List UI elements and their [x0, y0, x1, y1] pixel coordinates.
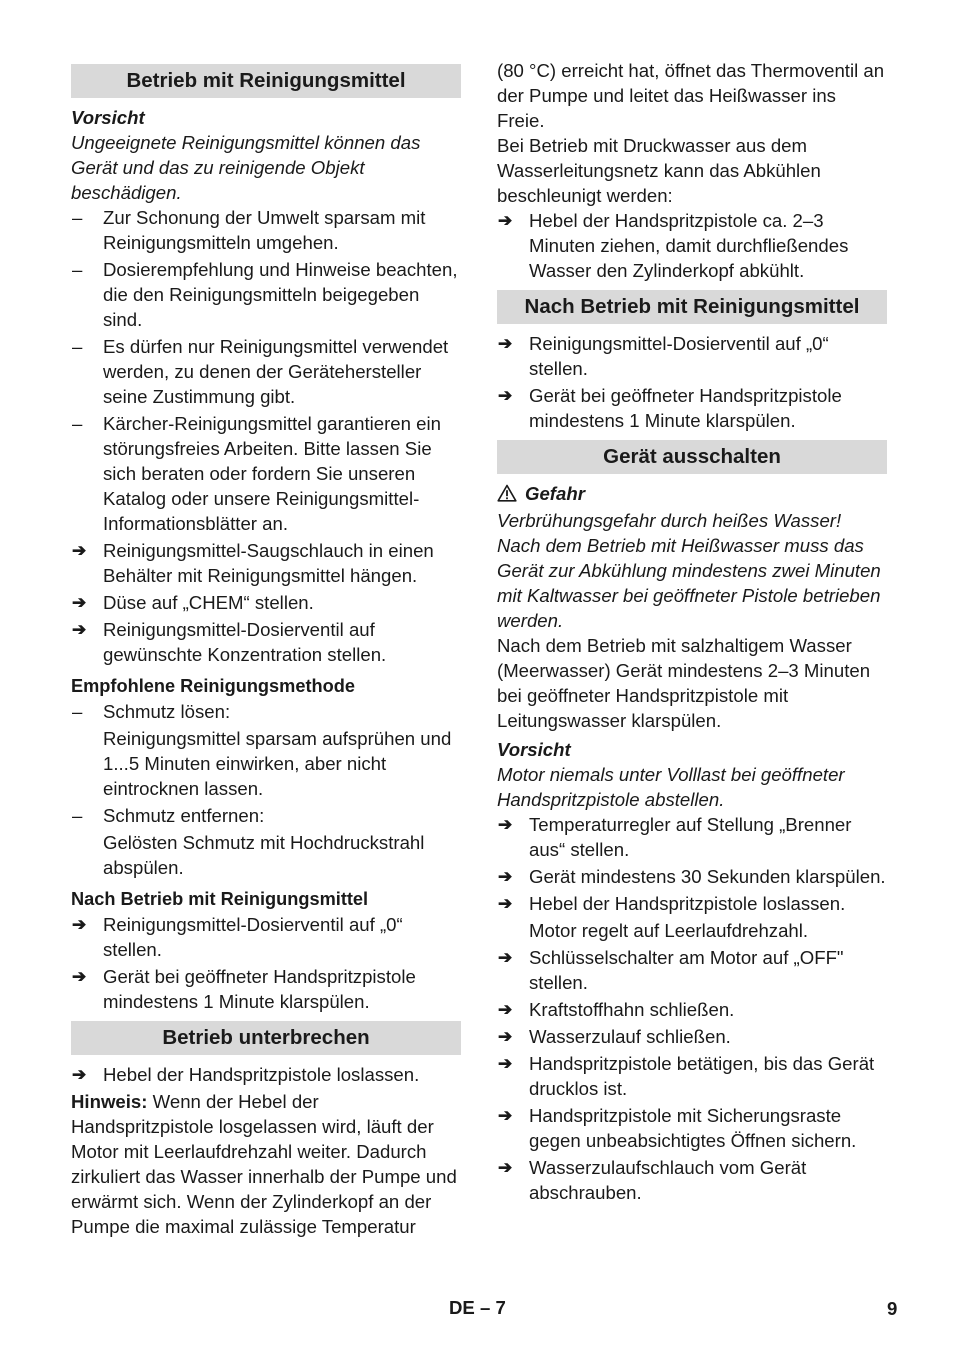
danger-text: Verbrühungsgefahr durch heißes Wasser! Nach dem Betrieb mit Heißwasser muss das Gerät zur Abkühlung mindestens zwei Minuten mit Kaltwasser bei geöffneter Pistole betrieben werden.	[497, 510, 881, 631]
subheading-method: Empfohlene Reinigungsmethode	[71, 676, 355, 696]
step-note: Motor regelt auf Leerlaufdrehzahl.	[529, 920, 809, 941]
method-detail: Reinigungsmittel sparsam aufsprühen und 1...5 Minuten einwirken, aber nicht eintrocknen lassen.	[103, 728, 452, 799]
subheading-after-cleaning: Nach Betrieb mit Reinigungsmittel	[71, 889, 369, 909]
step-item: ➔ Hebel der Handspritzpistole loslassen.	[498, 893, 846, 914]
caution-text: Ungeeignete Reinigungsmittel können das Gerät und das zu reinigende Objekt beschädigen.	[71, 132, 421, 203]
list-item: – Dosierempfehlung und Hinweise beachten, die den Reinigungsmitteln beigegeben sind.	[72, 259, 458, 330]
step-item: ➔ Kraftstoffhahn schließen.	[498, 999, 735, 1020]
list-item: – Zur Schonung der Umwelt sparsam mit Reinigungsmitteln umgehen.	[72, 207, 426, 253]
dash-bullet: –	[72, 805, 83, 826]
list-item: – Es dürfen nur Reinigungsmittel verwendet werden, zu denen der Gerätehersteller seine Zustimmung gibt.	[72, 336, 449, 407]
section-heading-after-cleaning: Nach Betrieb mit Reinigungsmittel	[497, 290, 887, 324]
note-paragraph: Hinweis: Wenn der Hebel der Handspritzpistole losgelassen wird, läuft der Motor mit Leerlaufdrehzahl weiter. Dadurch zirkuliert das Wasser innerhalb der Pumpe und erwärmt sich. Wenn der Zylinderkopf an der Pumpe die maximal zulässige Temperatur	[71, 1091, 457, 1237]
step-item: ➔ Gerät mindestens 30 Sekunden klarspülen.	[498, 866, 886, 887]
danger-label-row	[497, 481, 887, 508]
saltwater-paragraph: Nach dem Betrieb mit salzhaltigem Wasser (Meerwasser) Gerät mindestens 2–3 Minuten bei geöffneter Handspritzpistole mit Leitungswasser klarspülen.	[497, 635, 871, 731]
right-arrow-icon: ➔	[498, 211, 513, 230]
dash-bullet: –	[72, 336, 83, 357]
left-column	[71, 58, 461, 1239]
right-arrow-icon: ➔	[498, 894, 513, 913]
method-detail: Gelösten Schmutz mit Hochdruckstrahl abspülen.	[103, 832, 425, 878]
right-arrow-icon: ➔	[498, 1027, 513, 1046]
step-item: ➔ Gerät bei geöffneter Handspritzpistole mindestens 1 Minute klarspülen.	[72, 966, 416, 1012]
right-arrow-icon: ➔	[498, 1106, 513, 1125]
right-arrow-icon: ➔	[72, 541, 87, 560]
right-arrow-icon: ➔	[498, 948, 513, 967]
section-heading-interrupt: Betrieb unterbrechen	[71, 1021, 461, 1055]
right-arrow-icon: ➔	[498, 867, 513, 886]
caution-label: Vorsicht	[497, 739, 571, 760]
footer-section-label: DE – 7	[449, 1297, 506, 1318]
step-item: ➔ Reinigungsmittel-Dosierventil auf „0“ stellen.	[72, 914, 403, 960]
step-item: ➔ Reinigungsmittel-Dosierventil auf gewünschte Konzentration stellen.	[72, 619, 387, 665]
right-column	[497, 58, 887, 1207]
step-item: ➔ Reinigungsmittel-Dosierventil auf „0“ stellen.	[498, 333, 829, 379]
danger-label: Gefahr	[525, 483, 585, 504]
right-arrow-icon: ➔	[498, 334, 513, 353]
dash-bullet: –	[72, 413, 83, 434]
list-item: – Schmutz entfernen:	[72, 805, 265, 826]
right-arrow-icon: ➔	[72, 967, 87, 986]
list-item: – Schmutz lösen:	[72, 701, 231, 722]
step-item: ➔ Reinigungsmittel-Saugschlauch in einen Behälter mit Reinigungsmittel hängen.	[72, 540, 434, 586]
note-label: Hinweis:	[71, 1091, 148, 1112]
cooling-paragraph: Bei Betrieb mit Druckwasser aus dem Wasserleitungsnetz kann das Abkühlen beschleunigt werden:	[497, 135, 821, 206]
step-item: ➔ Handspritzpistole mit Sicherungsraste gegen unbeabsichtigtes Öffnen sichern.	[498, 1105, 857, 1151]
right-arrow-icon: ➔	[498, 815, 513, 834]
step-item: ➔ Hebel der Handspritzpistole loslassen.	[72, 1064, 420, 1085]
step-item: ➔ Wasserzulaufschlauch vom Gerät abschrauben.	[498, 1157, 807, 1203]
step-item: ➔ Düse auf „CHEM“ stellen.	[72, 592, 314, 613]
continued-paragraph: (80 °C) erreicht hat, öffnet das Thermoventil an der Pumpe und leitet das Heißwasser ins Freie.	[497, 60, 885, 131]
warning-triangle-icon	[497, 483, 517, 508]
right-arrow-icon: ➔	[498, 1054, 513, 1073]
right-arrow-icon: ➔	[498, 1000, 513, 1019]
dash-bullet: –	[72, 259, 83, 280]
right-arrow-icon: ➔	[72, 593, 87, 612]
step-item: ➔ Schlüsselschalter am Motor auf „OFF" stellen.	[498, 947, 844, 993]
step-item: ➔ Handspritzpistole betätigen, bis das Gerät drucklos ist.	[498, 1053, 875, 1099]
right-arrow-icon: ➔	[72, 1065, 87, 1084]
section-heading-cleaning-agent: Betrieb mit Reinigungsmittel	[71, 64, 461, 98]
step-item: ➔ Hebel der Handspritzpistole ca. 2–3 Minuten ziehen, damit durchfließendes Wasser den Zylinderkopf abkühlt.	[498, 210, 849, 281]
section-heading-shutdown: Gerät ausschalten	[497, 440, 887, 474]
footer-page-number: 9	[887, 1298, 898, 1319]
step-item: ➔ Wasserzulauf schließen.	[498, 1026, 731, 1047]
dash-bullet: –	[72, 701, 83, 722]
caution-label: Vorsicht	[71, 107, 145, 128]
right-arrow-icon: ➔	[72, 620, 87, 639]
right-arrow-icon: ➔	[72, 915, 87, 934]
dash-bullet: –	[72, 207, 83, 228]
list-item: – Kärcher-Reinigungsmittel garantieren ein störungsfreies Arbeiten. Bitte lassen Sie sich beraten oder fordern Sie unseren Katalog oder unsere Reinigungsmittel-Informationsblätter an.	[72, 413, 441, 534]
step-item: ➔ Gerät bei geöffneter Handspritzpistole mindestens 1 Minute klarspülen.	[498, 385, 842, 431]
step-item: ➔ Temperaturregler auf Stellung „Brenner aus“ stellen.	[498, 814, 852, 860]
right-arrow-icon: ➔	[498, 1158, 513, 1177]
right-arrow-icon: ➔	[498, 386, 513, 405]
caution-text: Motor niemals unter Volllast bei geöffneter Handspritzpistole abstellen.	[497, 764, 845, 810]
